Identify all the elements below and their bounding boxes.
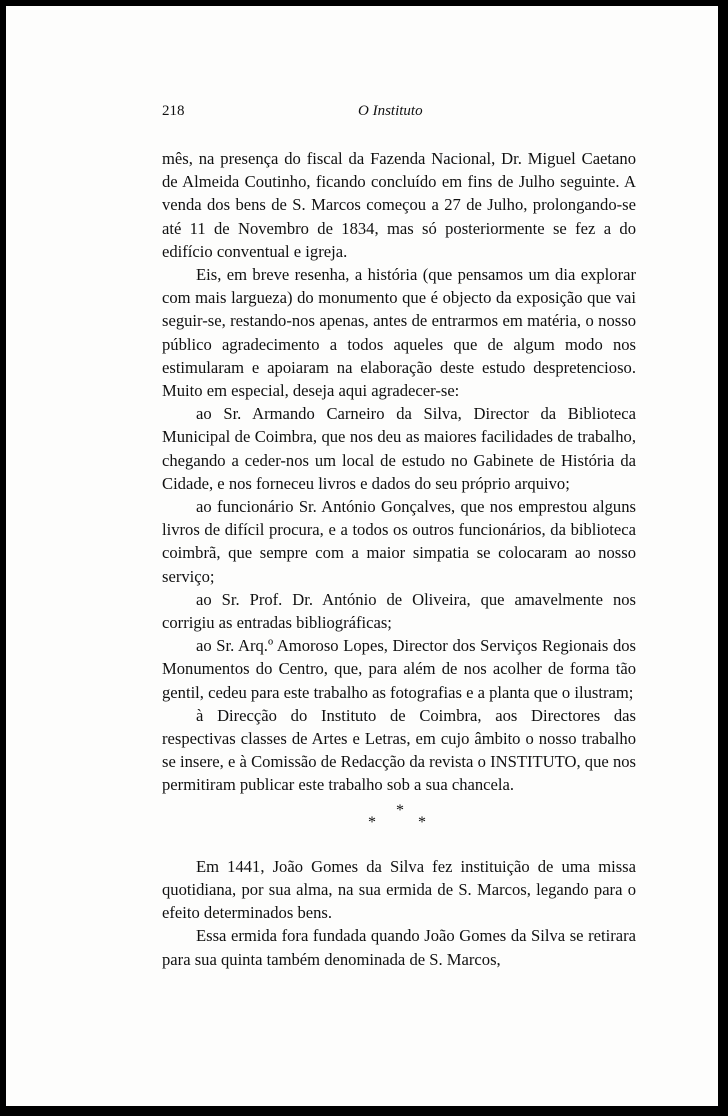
paragraph-ermida: Essa ermida fora fundada quando João Gomes da Silva se retirara para sua quinta também denominada de S. Marcos, [162, 926, 636, 969]
page-number: 218 [162, 103, 185, 119]
running-title: O Instituto [358, 103, 423, 119]
acknowledgement-funcionario: ao funcionário Sr. António Gonçalves, que nos emprestou alguns livros de difícil procura, e a todos os outros funcionários, da biblioteca coimbrã, que sempre com a maior simpatia se colocaram ao nosso serviço; [162, 497, 636, 586]
paragraph-summary: Eis, em breve resenha, a história (que pensamos um dia explorar com mais largueza) do monumento que é objecto da exposição que vai seguir-se, restando-nos apenas, antes de entrarmos em matéria, o nosso público agradecimento a todos aqueles que de algum modo nos estimularam e apoiaram na elaboração deste estudo despretencioso. Muito em especial, deseja aqui agradecer-se: [162, 265, 636, 401]
asterisk-top: * [396, 801, 404, 819]
acknowledgement-professor: ao Sr. Prof. Dr. António de Oliveira, que amavelmente nos corrigiu as entradas bibliográficas; [162, 589, 636, 633]
document-page [6, 6, 718, 1106]
paragraph-1441: Em 1441, João Gomes da Silva fez instituição de uma missa quotidiana, por sua alma, na sua ermida de S. Marcos, legando para o efeito determinados bens. [162, 856, 636, 923]
section-break-asterism [162, 797, 636, 855]
asterisk-left: * [368, 813, 376, 831]
asterisk-right: * [418, 813, 426, 831]
acknowledgement-arquitecto: ao Sr. Arq.º Amoroso Lopes, Director dos Serviços Regionais dos Monumentos do Centro, que, para além de nos acolher de forma tão gentil, cedeu para este trabalho as fotografias e a planta que o ilustram; [162, 636, 636, 702]
acknowledgement-instituto: à Direcção do Instituto de Coimbra, aos Directores das respectivas classes de Artes e Letras, em cujo âmbito o nosso trabalho se insere, e à Comissão de Redacção da revista o INSTITUTO, que nos permitiram publicar este trabalho sob a sua chancela. [162, 705, 636, 795]
paragraph-continued: mês, na presença do fiscal da Fazenda Nacional, Dr. Miguel Caetano de Almeida Coutinho, ficando concluído em fins de Julho seguinte. A venda dos bens de S. Marcos começou a 27 de Julho, prolongando-se até 11 de Novembro de 1834, mas só posteriormente se fez a do edifício conventual e igreja. [162, 149, 636, 261]
acknowledgement-biblioteca: ao Sr. Armando Carneiro da Silva, Director da Biblioteca Municipal de Coimbra, que nos deu as maiores facilidades de trabalho, chegando a ceder-nos um local de estudo no Gabinete de História da Cidade, e nos forneceu livros e dados do seu próprio arquivo; [162, 404, 636, 493]
page-header [6, 103, 718, 125]
body-text [162, 147, 636, 971]
